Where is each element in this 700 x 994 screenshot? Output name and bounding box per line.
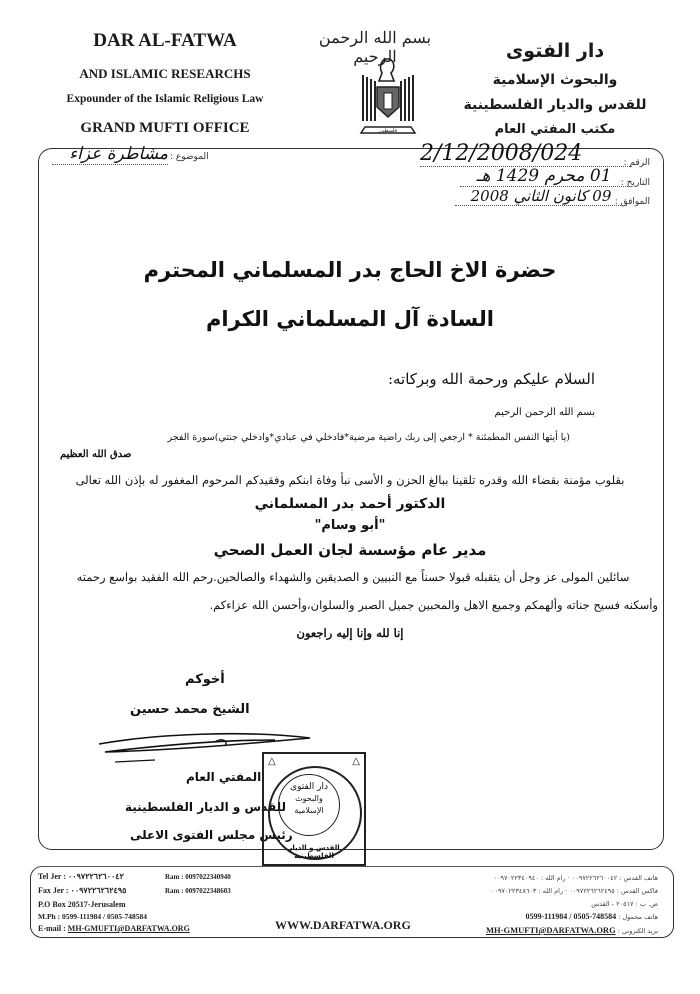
footer-ar-email-link[interactable]: MH-GMUFTI@DARFATWA.ORG bbox=[486, 925, 616, 935]
condolence-paragraph-2-line-2: وأسكنه فسيح جناته وألهمكم وجميع الاهل والمحبين جميل الصبر والسلوان،وأحسن الله عزاءكم. bbox=[209, 598, 658, 612]
footer-ar-tel: هاتف القدس : ٠٠٩٧٢٢٦٢٦٠٠٤٢ · رام الله : ٠٠٩٧٠٢٢٣٤٠٩٤٠ bbox=[493, 874, 658, 882]
footer-ar-fax: فاكس القدس : ٠٠٩٧٢٢٦٢٦٢٤٩٥ · رام الله : ٠٠٩٧٠٢٢٣٤٨٦٠٣ bbox=[490, 887, 658, 895]
closing-verse: إنا لله وإنا إليه راجعون bbox=[296, 626, 404, 640]
footer-email-link[interactable]: MH-GMUFTI@DARFATWA.ORG bbox=[67, 924, 190, 933]
letterhead-ar-subtitle: والبحوث الإسلامية bbox=[492, 72, 618, 88]
date-label: التاريخ : bbox=[620, 178, 650, 188]
letterhead-en-name: DAR AL-FATWA bbox=[93, 30, 237, 51]
footer-ar-email bbox=[398, 925, 658, 935]
number-value: 2/12/2008/024 bbox=[420, 141, 632, 167]
letterhead-ar-region: للقدس والديار الفلسطينية bbox=[463, 97, 647, 113]
signatory-title-3: رئيس مجلس الفتوى الاعلى bbox=[130, 828, 293, 842]
signatory-title-1: المفتي العام bbox=[186, 770, 262, 784]
corresponding-label: الموافق : bbox=[614, 197, 650, 207]
stamp-center bbox=[278, 774, 340, 836]
footer-fax-ramallah: Ram : 0097022348603 bbox=[165, 887, 231, 895]
subject-value: مشاطرة عزاء bbox=[52, 144, 168, 165]
palestine-eagle-emblem-icon bbox=[355, 55, 421, 139]
footer-ar-pobox: ص. ب : ٢٠٥١٧ - القدس bbox=[591, 900, 658, 908]
greeting: السلام عليكم ورحمة الله وبركاته: bbox=[387, 370, 595, 388]
dome-icon: △ bbox=[352, 756, 360, 767]
basmala-header: بسم الله الرحمن الرحيم bbox=[318, 28, 432, 66]
deceased-name: الدكتور أحمد بدر المسلماني bbox=[254, 496, 446, 512]
condolence-paragraph-2-line-1: سائلين المولى عز وجل أن يتقبله قبولا حسناً مع النبيين و الصديقين والشهداء والصالحين.رحم الله الفقيد بواسع رحمته bbox=[76, 570, 630, 584]
number-label: الرقم : bbox=[623, 158, 650, 168]
official-seal-stamp bbox=[262, 752, 366, 866]
footer-pobox: P.O Box 20517-Jerusalem bbox=[38, 900, 126, 909]
footer-tel-ramallah: Ram : 0097022340940 bbox=[165, 873, 231, 881]
verse-closing: صدق الله العظيم bbox=[60, 449, 132, 460]
signatory-name: الشيخ محمد حسين bbox=[130, 702, 250, 717]
condolence-paragraph-1: بقلوب مؤمنة بقضاء الله وقدره تلقينا ببالغ الحزن و الأسى نبأ وفاة ابنكم وفقيدكم المرحوم المغفور له بإذن الله تعالى bbox=[75, 473, 625, 487]
footer-ar-mobile-value: 0599-111984 / 0505-748584 bbox=[525, 912, 617, 921]
stamp-center-line-1: دار الفتوى bbox=[290, 782, 328, 792]
stamp-ring-text: القدس و الديار الفلسطينية bbox=[288, 844, 340, 860]
footer-website-link[interactable]: WWW.DARFATWA.ORG bbox=[275, 918, 411, 932]
corresponding-value: 09 كانون الثاني 2008 bbox=[455, 187, 627, 206]
letterhead-en-tagline: Expounder of the Islamic Religious Law bbox=[66, 93, 264, 105]
letterhead-ar-name: دار الفتوى bbox=[505, 40, 605, 62]
footer-fax-jerusalem: Fax Jer : ٠٠٩٧٢٢٦٢٦٢٤٩٥ bbox=[38, 886, 127, 895]
signatory-title-2: للقدس و الديار الفلسطينية bbox=[125, 800, 287, 814]
footer-ar-email-label: بريد الكتروني : bbox=[617, 927, 658, 935]
signature-closing: أخوكم bbox=[185, 672, 225, 687]
footer-mobile: M.Ph : 0599-111984 / 0505-748584 bbox=[38, 912, 147, 921]
letterhead-en-office: GRAND MUFTI OFFICE bbox=[80, 120, 250, 136]
stamp-center-line-2: والبحوث bbox=[295, 794, 323, 803]
date-value: 01 محرم 1429 هـ bbox=[460, 166, 628, 187]
dome-icon: △ bbox=[268, 756, 276, 767]
letterhead-en-subtitle: AND ISLAMIC RESEARCHS bbox=[79, 66, 251, 81]
subject-label: الموضوع : bbox=[170, 152, 209, 162]
deceased-title: مدير عام مؤسسة لجان العمل الصحي bbox=[213, 541, 487, 559]
deceased-kunya: "أبو وسام" bbox=[314, 518, 386, 533]
svg-text:فلسطين: فلسطين bbox=[379, 128, 397, 134]
footer-ar-mobile bbox=[398, 912, 658, 921]
letterhead-ar-office: مكتب المفتي العام bbox=[494, 122, 616, 137]
stamp-center-line-3: الإسلامية bbox=[294, 806, 324, 815]
quran-verse: (يا أيتها النفس المطمئنة * ارجعي إلى ربك راضية مرضية*فادخلي في عبادي*وادخلي جنتي)سورة الفجر bbox=[167, 432, 570, 443]
footer-email bbox=[38, 924, 190, 933]
recipient-line-2: السادة آل المسلماني الكرام bbox=[205, 307, 494, 331]
footer-email-label: E-mail : bbox=[38, 924, 68, 933]
recipient-line-1: حضرة الاخ الحاج بدر المسلماني المحترم bbox=[143, 258, 557, 282]
body-basmala: بسم الله الرحمن الرحيم bbox=[494, 407, 595, 418]
footer-tel-jerusalem: Tel Jer : ٠٠٩٧٢٢٦٢٦٠٠٤٢ bbox=[38, 872, 124, 881]
footer-ar-mobile-label: هاتف محمول : bbox=[618, 913, 658, 921]
